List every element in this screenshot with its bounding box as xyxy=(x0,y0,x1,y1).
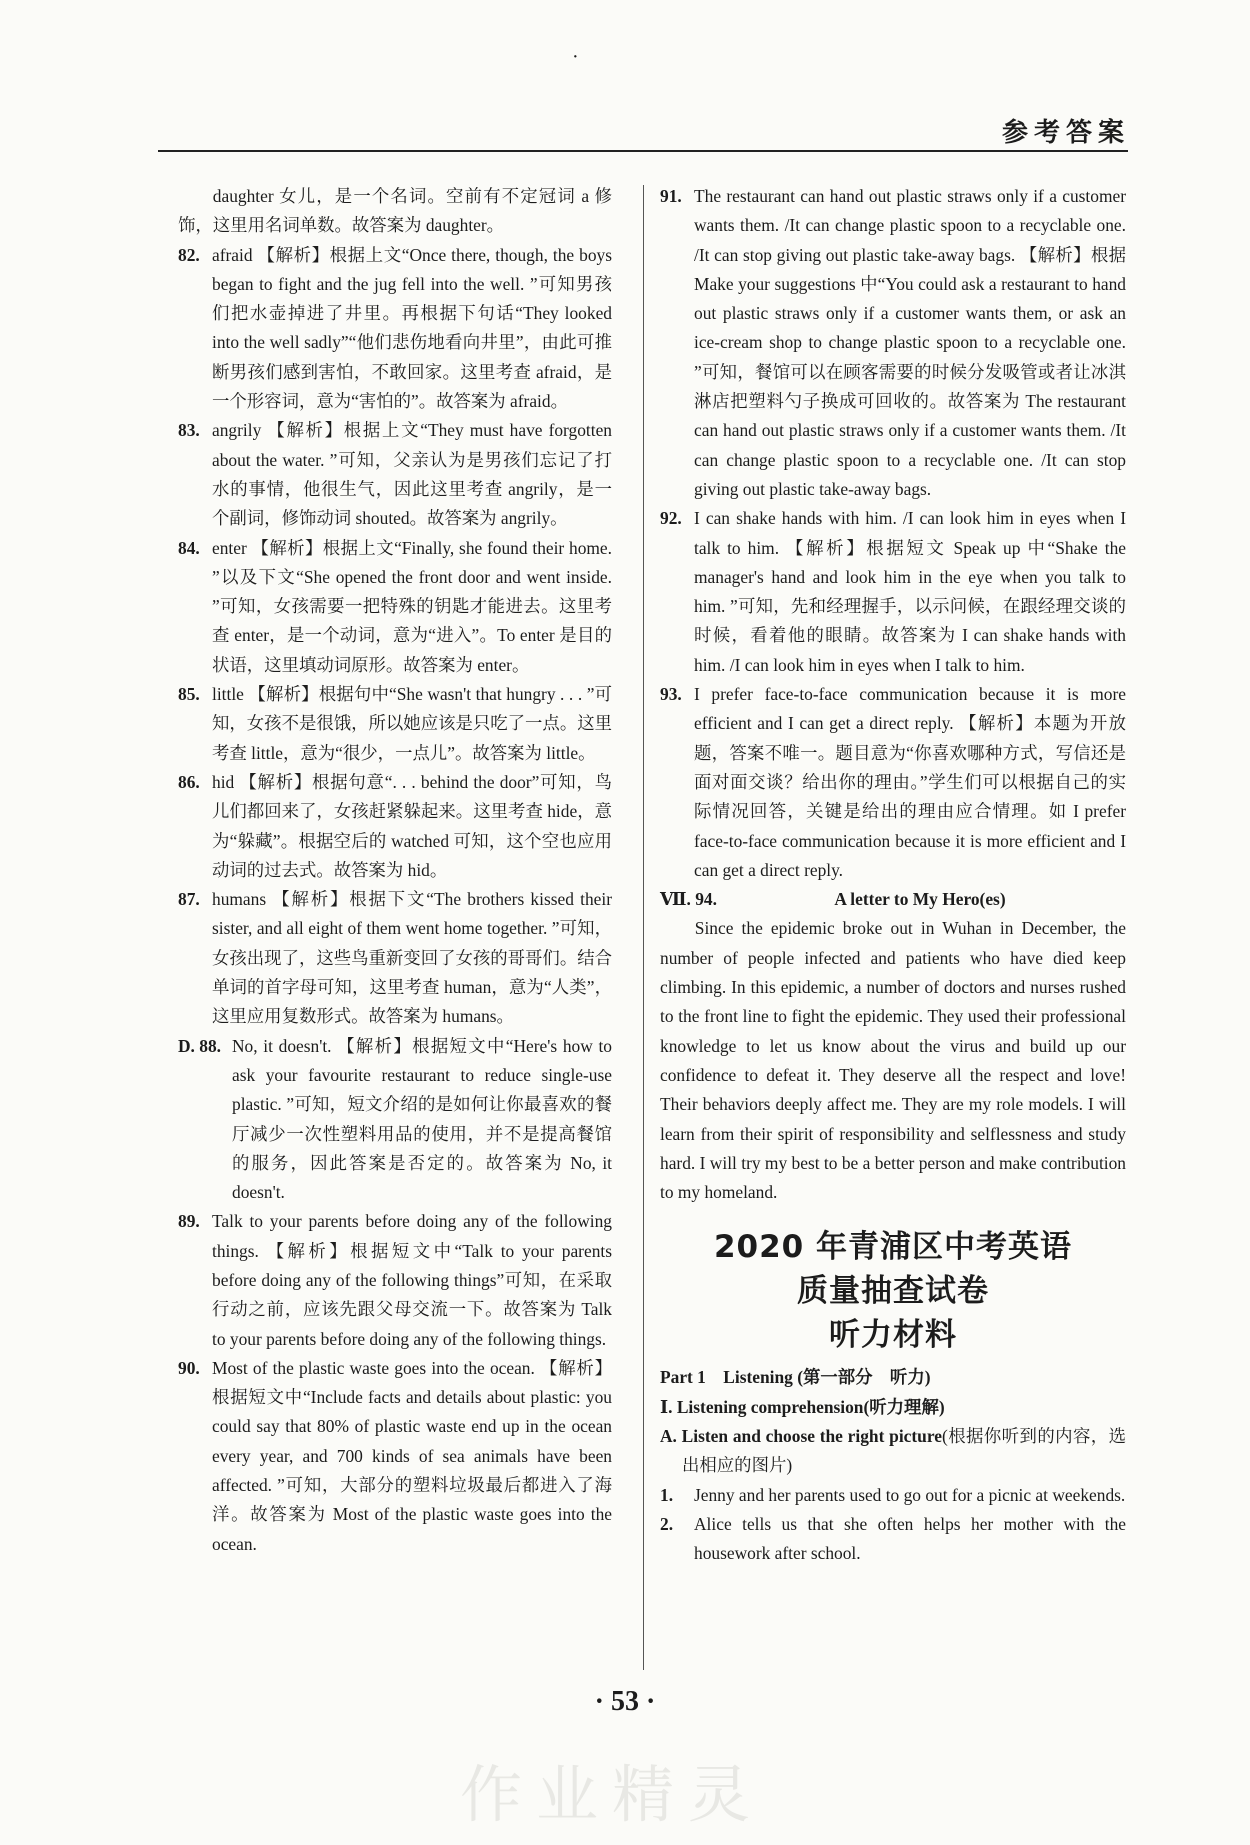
listening-item-1: 1. Jenny and her parents used to go out for a picnic at weekends. xyxy=(660,1484,1126,1505)
listening-item-2: 2. Alice tells us that she often helps her mother with the housework after school. xyxy=(660,1513,1126,1564)
letter-number: Ⅶ. 94. xyxy=(660,889,717,910)
section-title-line-1: 2020 年青浦区中考英语 xyxy=(713,1229,1073,1266)
answer-item-90: 90. Most of the plastic waste goes into the ocean. 【解析】根据短文中“Include facts and details about plastic: you could say that 80% of plastic waste end up in the ocean every year, and 700 kinds of sea animals have been affected. ”可知，大部分的塑料垃圾最后都进入了海洋。故答案为 Most of the plastic waste goes into the ocean. xyxy=(178,1357,612,1554)
answer-item-83: 83. angrily 【解析】根据上文“They must have forgotten about the water. ”可知，父亲认为是男孩们忘记了打水的事情，他很生气，因此这里考查 angrily，是一个副词，修饰动词 shouted。故答案为 angrily。 xyxy=(178,420,612,529)
letter-heading xyxy=(660,885,1126,914)
answer-item-82: 82. afraid 【解析】根据上文“Once there, though, the boys began to fight and the jug fell into the well. ”可知男孩们把水壶掉进了井里。再根据下句话“They looked into the well sadly”“他们悲伤地看向井里”，由此可推断男孩们感到害怕，不敢回家。这里考查 afraid，是一个形容词，意为“害怕的”。故答案为 afraid。 xyxy=(178,244,612,412)
section-i-heading: Ⅰ. Listening comprehension(听力理解) xyxy=(660,1396,945,1417)
answer-item-87: 87. humans 【解析】根据下文“The brothers kissed their sister, and all eight of them went home together. ”可知，女孩出现了，这些鸟重新变回了女孩的哥哥们。结合单词的首字母可知，这里考查 human，意为“人类”，这里应用复数形式。故答案为 humans。 xyxy=(178,889,612,1027)
watermark: 作业精灵 xyxy=(460,1758,765,1831)
letter-body: Since the epidemic broke out in Wuhan in December, the number of people infected and patients who have died keep climbing. In this epidemic, a number of doctors and nurses rushed to the front line to fight the epidemic. They used their professional knowledge to let us know about the virus and build up our confidence to defeat it. They deserve all the respect and love! Their behaviors deeply affect me. They are my role models. I will learn from their spirit of responsibility and selflessness and study hard. I will try my best to be a better person and make contribution to my homeland. xyxy=(660,918,1126,1203)
answer-item-91: 91. The restaurant can hand out plastic straws only if a customer wants them. /It can change plastic spoon to a recyclable one. /It can stop giving out plastic take-away bags. 【解析】根据 Make your suggestions 中“You could ask a restaurant to hand out plastic straws only if a customer wants them, or ask an ice-cream shop to change plastic spoon to a recyclable one. ”可知，餐馆可以在顾客需要的时候分发吸管或者让冰淇淋店把塑料勺子换成可回收的。故答案为 The restaurant can hand out plastic straws only if a customer wants them. /It can change plastic spoon to a recyclable one. /It can stop giving out plastic take-away bags. xyxy=(660,186,1126,499)
right-column xyxy=(660,182,1126,1568)
section-a-heading: A. Listen and choose the right picture(根据你听到的内容，选出相应的图片) xyxy=(660,1425,1126,1476)
answer-item-86: 86. hid 【解析】根据句意“. . . behind the door”可知，鸟儿们都回来了，女孩赶紧躲起来。这里考查 hide，意为“躲藏”。根据空后的 watched 可知，这个空也应用动词的过去式。故答案为 hid。 xyxy=(178,771,612,880)
page-number: · 53 · xyxy=(594,1686,656,1717)
top-dot: · xyxy=(572,46,579,68)
column-divider xyxy=(643,185,644,1670)
continuation-text: daughter 女儿，是一个名词。空前有不定冠词 a 修饰，这里用名词单数。故答案为 daughter。 xyxy=(178,186,612,236)
answer-item-88: D. 88. No, it doesn't. 【解析】根据短文中“Here's how to ask your favourite restaurant to reduce single-use plastic. ”可知，短文介绍的是如何让你最喜欢的餐厅减少一次性塑料用品的使用，并不是提高餐馆的服务，因此答案是否定的。故答案为 No, it doesn't. xyxy=(178,1035,612,1203)
answer-item-85: 85. little 【解析】根据句中“She wasn't that hungry . . . ”可知，女孩不是很饿，所以她应该是只吃了一点。这里考查 little，意为“很少，一点儿”。故答案为 little。 xyxy=(178,684,612,763)
part-1-heading: Part 1 Listening (第一部分 听力) xyxy=(660,1367,931,1388)
section-title-line-2: 质量抽查试卷 xyxy=(797,1273,989,1310)
section-title-line-3: 听力材料 xyxy=(829,1317,957,1354)
answer-item-93: 93. I prefer face-to-face communication because it is more efficient and I can get a direct reply. 【解析】本题为开放题，答案不唯一。题目意为“你喜欢哪种方式，写信还是面对面交谈？给出你的理由。”学生们可以根据自己的实际情况回答，关键是给出的理由应合情理。如 I prefer face-to-face communication because it is more efficient and I can get a direct reply. xyxy=(660,684,1126,880)
letter-title: A letter to My Hero(es) xyxy=(834,889,1006,910)
answer-item-89: 89. Talk to your parents before doing any of the following things. 【解析】根据短文中“Talk to your parents before doing any of the following things”可知，在采取行动之前，应该先跟父母交流一下。故答案为 Talk to your parents before doing any of the following things. xyxy=(178,1211,612,1349)
left-column xyxy=(178,182,612,1559)
header-rule xyxy=(158,150,1128,152)
answer-item-84: 84. enter 【解析】根据上文“Finally, she found their home. ”以及下文“She opened the front door and went inside. ”可知，女孩需要一把特殊的钥匙才能进去。这里考查 enter，是一个动词，意为“进入”。To enter 是目的状语，这里填动词原形。故答案为 enter。 xyxy=(178,537,612,675)
page-header-title: 参考答案 xyxy=(1001,118,1130,148)
answer-item-92: 92. I can shake hands with him. /I can look him in eyes when I talk to him. 【解析】根据短文 Speak up 中“Shake the manager's hand and look him in the eye when you talk to him. ”可知，先和经理握手，以示问候，在跟经理交谈的时候，看着他的眼睛。故答案为 I can shake hands with him. /I can look him in eyes when I talk to him. xyxy=(660,508,1126,675)
